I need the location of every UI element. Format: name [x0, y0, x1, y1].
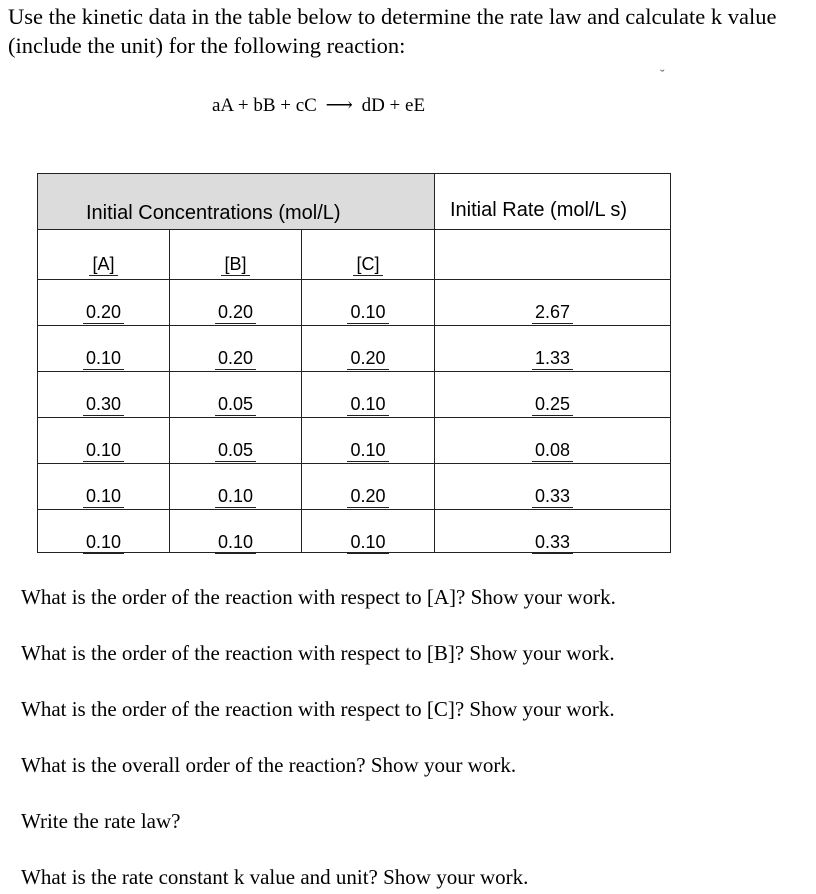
cell-b: 0.05	[170, 440, 301, 461]
question-rate-law: Write the rate law?	[21, 809, 181, 833]
row-divider	[38, 463, 670, 464]
row-divider	[38, 325, 670, 326]
cell-b: 0.05	[170, 394, 301, 415]
reaction-arrow-icon: ⟶	[325, 95, 353, 116]
cell-b: 0.10	[170, 532, 301, 553]
cell-b: 0.10	[170, 486, 301, 507]
cell-c: 0.20	[302, 486, 434, 507]
intro-paragraph: Use the kinetic data in the table below to determine the rate law and calculate k value (include the unit) for the following reaction:	[8, 4, 777, 58]
cell-rate: 0.33	[435, 486, 670, 507]
cell-b: 0.20	[170, 348, 301, 369]
cell-c: 0.20	[302, 348, 434, 369]
header-initial-rate: Initial Rate (mol/L s)	[450, 199, 628, 221]
row-divider	[38, 279, 670, 280]
cell-c: 0.10	[302, 532, 434, 553]
row-divider	[38, 417, 670, 418]
reaction-reactants: aA + bB + cC	[212, 95, 317, 116]
row-divider	[38, 509, 670, 510]
cell-a: 0.10	[38, 486, 169, 507]
col-header-c: [C]	[302, 254, 434, 275]
cell-rate: 2.67	[435, 302, 670, 323]
cell-a: 0.10	[38, 532, 169, 553]
question-overall-order: What is the overall order of the reaction? Show your work.	[21, 753, 517, 777]
header-initial-concentrations: Initial Concentrations (mol/L)	[86, 202, 341, 224]
cell-b: 0.20	[170, 302, 301, 323]
question-order-c: What is the order of the reaction with respect to [C]? Show your work.	[21, 697, 615, 721]
header-divider	[38, 229, 670, 230]
reaction-products: dD + eE	[361, 95, 426, 116]
col-header-b: [B]	[170, 254, 301, 275]
stray-mark: ˘	[660, 68, 665, 83]
cell-a: 0.30	[38, 394, 169, 415]
row-divider	[38, 371, 670, 372]
cell-rate: 1.33	[435, 348, 670, 369]
cell-a: 0.10	[38, 348, 169, 369]
question-order-b: What is the order of the reaction with respect to [B]? Show your work.	[21, 641, 615, 665]
cell-rate: 0.08	[435, 440, 670, 461]
cell-rate: 0.25	[435, 394, 670, 415]
cell-c: 0.10	[302, 394, 434, 415]
cell-rate: 0.33	[435, 532, 670, 553]
question-rate-constant: What is the rate constant k value and unit? Show your work.	[21, 865, 529, 889]
cell-c: 0.10	[302, 440, 434, 461]
kinetic-data-table	[37, 173, 671, 553]
cell-a: 0.20	[38, 302, 169, 323]
question-order-a: What is the order of the reaction with respect to [A]? Show your work.	[21, 585, 616, 609]
col-header-a: [A]	[38, 254, 169, 275]
cell-a: 0.10	[38, 440, 169, 461]
cell-c: 0.10	[302, 302, 434, 323]
reaction-equation	[212, 94, 425, 118]
